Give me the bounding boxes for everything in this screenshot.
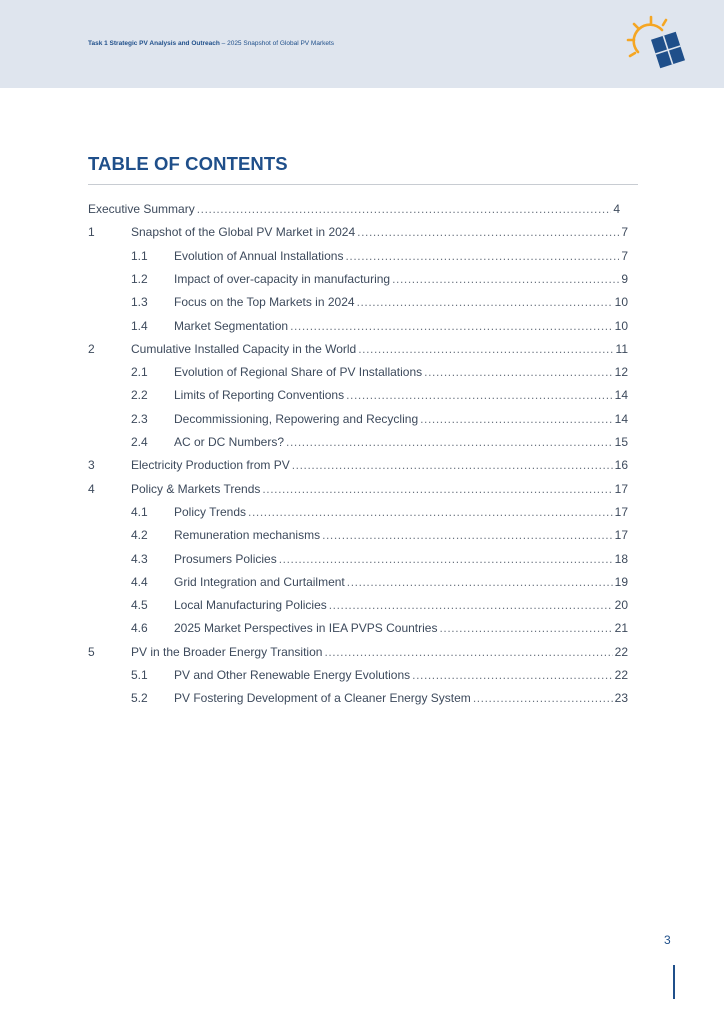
running-header (88, 40, 334, 47)
toc-entry[interactable] (131, 431, 628, 449)
toc-entry-title: PV Fostering Development of a Cleaner Energy System (174, 691, 471, 706)
toc-entry[interactable] (88, 221, 628, 239)
toc-entry[interactable] (131, 594, 628, 612)
toc-entry-page: 7 (621, 225, 628, 240)
toc-entry[interactable] (88, 338, 628, 356)
toc-entry-number: 1.2 (131, 271, 148, 286)
toc-entry-number: 4.1 (131, 504, 148, 519)
toc-dot-leader (412, 668, 613, 682)
toc-entry-number: 1 (88, 225, 95, 240)
running-header-subtitle: – 2025 Snapshot of Global PV Markets (219, 40, 335, 47)
toc-entry-number: 4.2 (131, 528, 148, 543)
toc-entry-page: 14 (614, 411, 628, 426)
toc-entry-number: 1.3 (131, 295, 148, 310)
toc-entry[interactable] (131, 361, 628, 379)
toc-entry-title: Focus on the Top Markets in 2024 (174, 295, 355, 310)
toc-entry[interactable] (131, 291, 628, 309)
toc-dot-leader (197, 202, 612, 216)
toc-dot-leader (424, 365, 612, 379)
page-number: 3 (664, 933, 671, 947)
toc-entry-number: 4.6 (131, 621, 148, 636)
toc-entry-page: 11 (615, 341, 628, 356)
toc-entry-title: Evolution of Regional Share of PV Installations (174, 365, 423, 380)
toc-entry[interactable] (131, 617, 628, 635)
toc-entry[interactable] (131, 571, 628, 589)
toc-entry-number: 3 (88, 458, 95, 473)
toc-entry-page: 17 (614, 504, 628, 519)
toc-dot-leader (262, 482, 612, 496)
toc-entry-number: 2.4 (131, 435, 148, 449)
toc-dot-leader (329, 598, 613, 612)
toc-entry-page: 7 (621, 248, 628, 263)
toc-entry-title: Evolution of Annual Installations (174, 248, 344, 263)
toc-heading: TABLE OF CONTENTS (88, 153, 288, 174)
toc-dot-leader (357, 295, 613, 309)
header-band (0, 0, 724, 88)
toc-dot-leader (347, 575, 613, 589)
toc-entry-number: 5.2 (131, 691, 148, 706)
toc-entry[interactable] (131, 524, 628, 542)
toc-entry[interactable] (88, 478, 628, 496)
toc-dot-leader (286, 435, 613, 449)
toc-entry-page: 23 (614, 691, 628, 706)
toc-entry-title: Market Segmentation (174, 318, 289, 333)
toc-entry-title: Cumulative Installed Capacity in the World (131, 341, 357, 356)
toc-dot-leader (473, 691, 613, 705)
toc-entry-number: 2.1 (131, 365, 148, 380)
toc-entry-title: Limits of Reporting Conventions (174, 388, 345, 403)
toc-entry-number: 4.3 (131, 551, 148, 566)
toc-entry-number: 2.2 (131, 388, 148, 403)
toc-entry-number: 5.1 (131, 668, 148, 682)
running-header-task: Task 1 Strategic PV Analysis and Outreach (88, 40, 220, 47)
toc-entry-page: 22 (614, 668, 628, 682)
toc-dot-leader (322, 528, 613, 542)
toc-dot-leader (345, 249, 619, 263)
toc-entry-title: Local Manufacturing Policies (174, 598, 327, 613)
toc-entry-page: 14 (614, 388, 628, 403)
toc-entry[interactable] (131, 408, 628, 426)
toc-dot-leader (420, 412, 613, 426)
toc-entry-number: 5 (88, 644, 95, 659)
toc-entry-page: 21 (614, 621, 628, 636)
toc-dot-leader (357, 225, 619, 239)
toc-entry-page: 9 (621, 271, 628, 286)
page-number-bar (673, 965, 675, 999)
toc-entry-title: PV and Other Renewable Energy Evolutions (174, 668, 411, 682)
toc-entry-number: 2.3 (131, 411, 148, 426)
toc-entry-title: Policy Trends (174, 504, 247, 519)
toc-divider (88, 184, 638, 185)
toc-entry-title: Policy & Markets Trends (131, 481, 261, 496)
toc-entry[interactable] (88, 454, 628, 472)
toc-entry-page: 17 (614, 481, 628, 496)
toc-entry-number: 1.1 (131, 248, 148, 263)
toc-entry[interactable] (131, 384, 628, 402)
toc-entry-title: 2025 Market Perspectives in IEA PVPS Countries (174, 621, 438, 636)
toc-entry-title: Decommissioning, Repowering and Recycling (174, 411, 419, 426)
toc-dot-leader (292, 458, 613, 472)
toc-entry-page: 4 (613, 202, 620, 216)
toc-dot-leader (392, 272, 619, 286)
toc-entry-page: 20 (614, 598, 628, 613)
toc-dot-leader (248, 505, 613, 519)
toc-dot-leader (439, 621, 612, 635)
toc-entry-number: 4.5 (131, 598, 148, 613)
toc-entry-page: 16 (614, 458, 628, 473)
toc-entry[interactable] (131, 548, 628, 566)
toc-dot-leader (324, 645, 612, 659)
toc-entry[interactable] (88, 198, 620, 216)
toc-entry-title: PV in the Broader Energy Transition (131, 644, 323, 659)
toc-entry-page: 12 (614, 365, 628, 380)
toc-entry-number: 4 (88, 481, 95, 496)
toc-entry-page: 19 (614, 574, 628, 589)
toc-entry-number: 2 (88, 341, 95, 356)
toc-entry-page: 10 (614, 295, 628, 310)
toc-entry-page: 15 (614, 435, 628, 449)
toc-dot-leader (358, 342, 613, 356)
toc-entry[interactable] (131, 315, 628, 333)
toc-entry[interactable] (131, 664, 628, 682)
toc-entry-title: Electricity Production from PV (131, 458, 290, 473)
toc-entry-title: Snapshot of the Global PV Market in 2024 (131, 225, 356, 240)
toc-entry-title: Remuneration mechanisms (174, 528, 321, 543)
toc-entry-title: Grid Integration and Curtailment (174, 574, 345, 589)
toc-dot-leader (279, 552, 613, 566)
toc-entry[interactable] (131, 245, 628, 263)
toc-entry-number: 4.4 (131, 574, 148, 589)
toc-entry[interactable] (131, 501, 628, 519)
toc-entry-page: 22 (614, 644, 628, 659)
toc-entry[interactable] (88, 641, 628, 659)
toc-entry-title: AC or DC Numbers? (174, 435, 285, 449)
toc-entry-page: 10 (614, 318, 628, 333)
toc-entry-title: Prosumers Policies (174, 551, 277, 566)
toc-entry-page: 17 (614, 528, 628, 543)
toc-entry[interactable] (131, 687, 628, 705)
toc-entry-title: Impact of over-capacity in manufacturing (174, 271, 391, 286)
sun-solar-panel-logo-icon (626, 14, 690, 76)
toc-dot-leader (290, 319, 613, 333)
toc-entry-number: 1.4 (131, 318, 148, 333)
toc-entry-title: Executive Summary (88, 202, 195, 216)
toc-entry-page: 18 (614, 551, 628, 566)
toc-dot-leader (346, 388, 613, 402)
toc-entry[interactable] (131, 268, 628, 286)
